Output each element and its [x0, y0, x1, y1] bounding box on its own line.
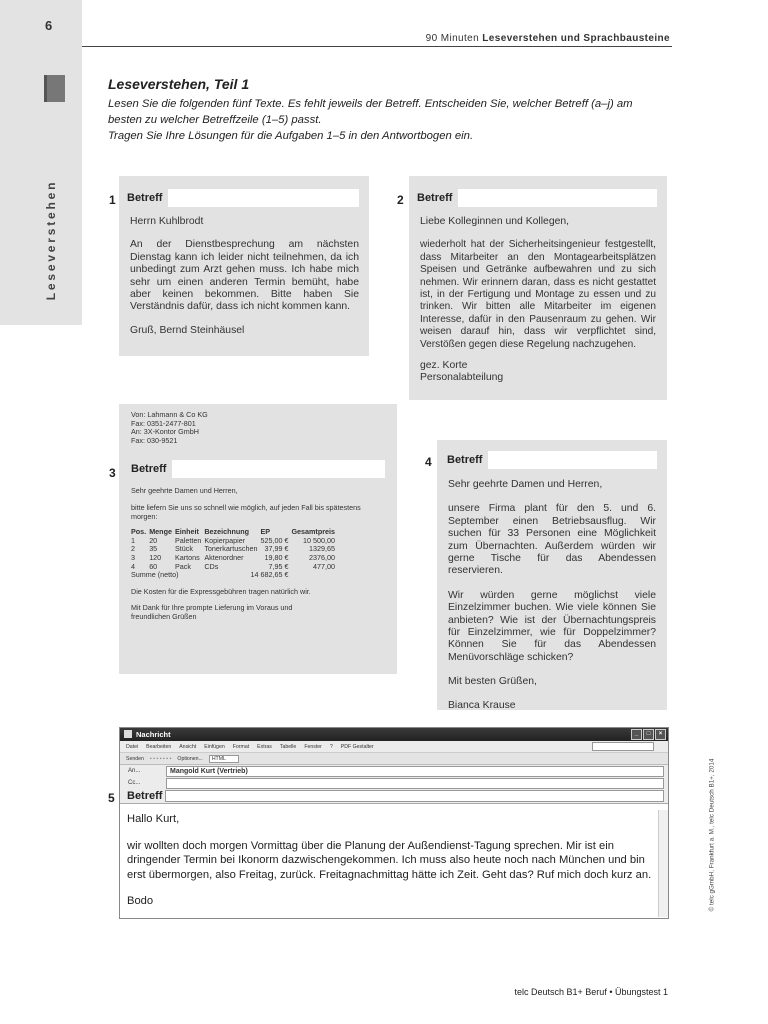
col-pos: Pos. — [131, 527, 147, 537]
instruction-line-2: besten zu welcher Betreffzeile (1–5) passt. — [108, 114, 322, 126]
salutation: Sehr geehrte Damen und Herren, — [131, 486, 238, 496]
betreff-answer-field-3[interactable] — [172, 460, 385, 478]
fax-from: Von: Lahmann & Co KG — [131, 410, 208, 419]
body-text: wiederholt hat der Sicherheitsingenieur festgestellt, dass Mitarbeiter an den Montagearbeitsplätzen Speisen und Getränke aufbewahren und zu sich nehmen. Wir erinnern daran, dass es nicht gestattet ist, in der Fertigung und Montage zu essen und zu trinken. Wir bitten alle Mitarbeiter im eigenen Interesse, dafür in den Pausenraum zu gehen. Wir weisen darauf hin, dass wir verpflichtet sind, Verstößen gegen diese Regelung nachzugehen. — [420, 239, 656, 350]
col-menge: Menge — [149, 527, 172, 537]
toolbar-icons: ▪ ▪ ▪ ▪ ▪ ▪ ▪ — [149, 755, 172, 762]
fax-to: An: 3X-Kontor GmbH — [131, 427, 199, 437]
email-window — [119, 727, 669, 919]
header-rule — [82, 46, 672, 47]
options-button[interactable]: Optionen... — [177, 755, 203, 762]
text-box-1 — [119, 176, 369, 356]
help-search-input[interactable] — [592, 742, 654, 751]
menu-einfuegen[interactable]: Einfügen — [204, 743, 225, 750]
cell-ep: 19,80 € — [264, 552, 289, 562]
salutation: Liebe Kolleginnen und Kollegen, — [420, 216, 570, 227]
betreff-answer-field-5[interactable] — [165, 790, 664, 802]
window-title: Nachricht — [136, 730, 171, 739]
toolbar — [120, 753, 668, 765]
signature: Bianca Krause — [448, 699, 516, 711]
cell-einheit: Stück — [174, 544, 193, 554]
menu-extras[interactable]: Extras — [257, 743, 272, 750]
cell-gesamtpreis: 1329,65 — [309, 544, 335, 554]
instruction-line-1: Lesen Sie die folgenden fünf Texte. Es fehlt jeweils der Betreff. Entscheiden Sie, welcher Betreff (a–j) am — [108, 98, 633, 110]
betreff-label: Betreff — [131, 463, 167, 476]
envelope-icon — [124, 730, 132, 738]
fax-to-number: Fax: 030-9521 — [131, 435, 178, 445]
closing: Mit besten Grüßen, — [448, 676, 537, 688]
cc-row — [120, 777, 668, 789]
col-einheit: Einheit — [174, 527, 199, 537]
betreff-label: Betreff — [127, 790, 163, 802]
subject-row — [120, 789, 668, 804]
cell-einheit: Pack — [174, 561, 191, 571]
sum-row — [131, 571, 338, 580]
paragraph-2: Wir würden gerne möglichst viele Einzelzimmer buchen. Wie viele können Sie anbieten? Wie ist der Übernachtungspreis für Einzelzimmer, wie für Doppelzimmer? Können Sie für das Abendessen Menüvorschläge schicken? — [448, 589, 656, 663]
cell-gesamtpreis: 10 500,00 — [303, 535, 335, 545]
cell-pos: 4 — [131, 561, 135, 571]
closing-line-1: gez. Korte — [420, 360, 468, 372]
sum-label: Summe (netto) — [131, 570, 179, 580]
cell-menge: 35 — [149, 544, 158, 554]
body-text: An der Dienstbesprechung am nächsten Dienstag kann ich leider nicht teilnehmen, da ich unbedingt zum Arzt gehen muss. Ich habe mich sehr um einen anderen Termin bemüht, habe aber keinen bekommen. Bitte haben Sie Verständnis dafür, dass ich nicht kommen kann. — [130, 239, 359, 313]
cell-menge: 20 — [149, 535, 158, 545]
cell-ep: 525,00 € — [260, 535, 289, 545]
betreff-label: Betreff — [417, 192, 453, 204]
menu-ansicht[interactable]: Ansicht — [179, 743, 197, 750]
closing: Mit Dank für Ihre prompte Lieferung im Voraus und freundlichen Grüßen — [131, 603, 293, 621]
menu-tabelle[interactable]: Tabelle — [279, 743, 297, 750]
cell-menge: 60 — [149, 561, 158, 571]
text-number-1: 1 — [109, 193, 116, 207]
greeting: Hallo Kurt, — [127, 813, 180, 825]
format-select[interactable]: HTML — [209, 755, 239, 763]
cell-ep: 37,99 € — [264, 544, 289, 554]
header-prefix: 90 Minuten — [425, 33, 480, 44]
cell-gesamtpreis: 2376,00 — [309, 552, 335, 562]
text-number-3: 3 — [109, 466, 116, 480]
expressgebuehren-note: Die Kosten für die Expressgebühren tragen natürlich wir. — [131, 586, 311, 596]
order-intro: bitte liefern Sie uns so schnell wie möglich, auf jeden Fall bis spätestens morgen: — [131, 502, 361, 521]
cell-bezeichnung: Aktenordner — [204, 552, 244, 562]
scrollbar[interactable] — [658, 810, 668, 917]
email-body[interactable] — [120, 804, 668, 909]
cc-button[interactable]: Cc... — [128, 780, 141, 786]
menu-bar — [120, 741, 668, 753]
cell-einheit: Paletten — [174, 535, 202, 545]
fax-number: Fax: 0351-2477-801 — [131, 418, 196, 428]
betreff-answer-field-4[interactable] — [488, 451, 657, 469]
col-gesamtpreis: Gesamtpreis — [291, 527, 335, 537]
betreff-answer-field-1[interactable] — [168, 189, 359, 207]
header-main: Leseverstehen und Sprachbausteine — [482, 33, 670, 44]
page-number: 6 — [45, 18, 53, 33]
text-number-4: 4 — [425, 455, 432, 469]
col-bezeichnung: Bezeichnung — [204, 527, 250, 537]
section-title: Leseverstehen, Teil 1 — [108, 76, 250, 92]
cell-pos: 3 — [131, 552, 135, 562]
window-titlebar — [120, 728, 668, 741]
betreff-label: Betreff — [447, 454, 483, 466]
minimize-icon[interactable]: _ — [631, 729, 642, 740]
text-box-3 — [119, 404, 397, 674]
betreff-label: Betreff — [127, 192, 163, 204]
to-row — [120, 765, 668, 777]
table-row — [131, 554, 338, 563]
betreff-answer-field-2[interactable] — [458, 189, 657, 207]
text-box-2 — [409, 176, 667, 400]
col-ep: EP — [260, 527, 271, 537]
cell-bezeichnung: Kopierpapier — [204, 535, 246, 545]
cell-einheit: Kartons — [174, 552, 200, 562]
cell-pos: 2 — [131, 544, 135, 554]
book-icon — [44, 75, 65, 102]
to-field[interactable]: Mangold Kurt (Vertrieb) — [166, 766, 664, 777]
text-number-5: 5 — [108, 791, 115, 805]
menu-help[interactable]: ? — [329, 743, 333, 750]
cell-gesamtpreis: 477,00 — [313, 561, 335, 571]
sum-value: 14 682,65 € — [250, 570, 289, 580]
to-button[interactable]: An... — [128, 768, 141, 774]
menu-datei[interactable]: Datei — [126, 743, 139, 750]
cell-bezeichnung: CDs — [204, 561, 219, 571]
closing: Gruß, Bernd Steinhäusel — [130, 324, 245, 336]
menu-format[interactable]: Format — [232, 743, 250, 750]
instruction-line-3: Tragen Sie Ihre Lösungen für die Aufgaben 1–5 in den Antwortbogen ein. — [108, 130, 474, 142]
closing-line-2: Personalabteilung — [420, 372, 504, 384]
text-box-4 — [437, 440, 667, 710]
cell-ep: 7,95 € — [268, 561, 289, 571]
cell-bezeichnung: Tonerkartuschen — [204, 544, 258, 554]
paragraph-1: unsere Firma plant für den 5. und 6. September einen Betriebsausflug. Wir suchen für 33 Personen eine Möglichkeit zum Übernachten. Außerdem würden wir gerne Tische für das Abendessen reservieren. — [448, 503, 656, 577]
page-footer: telc Deutsch B1+ Beruf • Übungstest 1 — [514, 987, 668, 997]
signature: Bodo — [127, 895, 154, 907]
cc-field[interactable] — [166, 778, 664, 789]
maximize-icon[interactable]: □ — [643, 729, 654, 740]
menu-fenster[interactable]: Fenster — [304, 743, 322, 750]
order-table — [131, 528, 338, 580]
running-header — [426, 33, 670, 44]
side-label: Leseverstehen — [44, 179, 58, 301]
cell-menge: 120 — [149, 552, 162, 562]
text-number-2: 2 — [397, 193, 404, 207]
side-rail — [0, 0, 82, 325]
cell-pos: 1 — [131, 535, 135, 545]
close-icon[interactable]: × — [655, 729, 666, 740]
send-button[interactable]: Senden — [126, 755, 144, 762]
salutation: Sehr geehrte Damen und Herren, — [448, 479, 603, 490]
menu-bearbeiten[interactable]: Bearbeiten — [146, 743, 172, 750]
email-paragraph: wir wollten doch morgen Vormittag über die Planung der Außendienst-Tagung sprechen. Mir ist ein dringender Termin bei Ikonorm dazwischengekommen. Ich muss also heute noch nach München und bin erst übermorgen, also Freitag, zurück. Freitagnachmittag hätte ich Zeit. Geht das? Ruf mich doch kurz an. — [127, 839, 652, 881]
menu-pdf[interactable]: PDF Gestalter — [340, 743, 374, 750]
copyright-note: © telc gGmbH, Frankfurt a. M., telc Deutsch B1+, 2014 — [708, 758, 716, 912]
salutation: Herrn Kuhlbrodt — [130, 216, 204, 227]
